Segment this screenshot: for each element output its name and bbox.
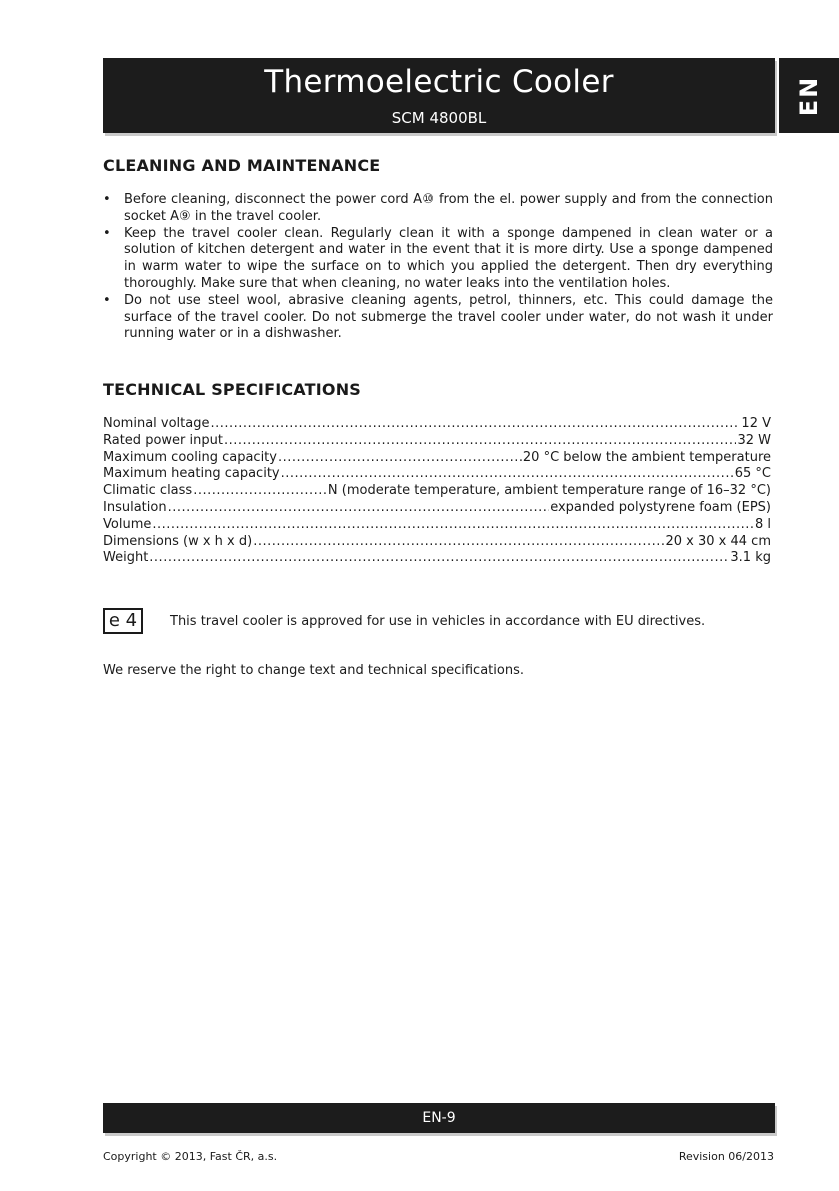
leader-dots: [152, 517, 754, 534]
spec-label: Volume: [103, 516, 152, 532]
spec-row: [103, 450, 771, 467]
spec-label: Weight: [103, 550, 149, 566]
footer-page-bar: [103, 1103, 775, 1133]
spec-row: [103, 483, 771, 500]
spec-row: [103, 500, 771, 517]
spec-label: Dimensions (w x h x d): [103, 533, 253, 549]
spec-row: [103, 517, 771, 534]
spec-value: 8 l: [754, 516, 771, 532]
spec-label: Rated power input: [103, 432, 223, 448]
revision-text: Revision 06/2013: [678, 1150, 774, 1163]
leader-dots: [224, 433, 737, 450]
language-tab: [779, 58, 839, 133]
leader-dots: [210, 416, 740, 433]
reserve-note: We reserve the right to change text and technical specifications.: [103, 663, 524, 678]
cleaning-heading: CLEANING AND MAINTENANCE: [103, 156, 381, 175]
page-number: EN-9: [422, 1110, 456, 1126]
spec-label: Climatic class: [103, 483, 193, 499]
specs-heading: TECHNICAL SPECIFICATIONS: [103, 380, 362, 399]
language-label: EN: [794, 75, 823, 116]
leader-dots: [281, 466, 734, 483]
list-item: • Before cleaning, disconnect the power cord A⑩ from the el. power supply and from the connection socket A⑨ in the travel cooler.: [103, 192, 773, 226]
leader-dots: [168, 500, 550, 517]
leader-dots: [278, 450, 522, 467]
page-title: Thermoelectric Cooler: [264, 64, 614, 100]
spec-value: 32 W: [737, 432, 771, 448]
spec-label: Nominal voltage: [103, 416, 210, 431]
spec-value: 20 x 30 x 44 cm: [665, 533, 771, 549]
leader-dots: [253, 534, 664, 551]
spec-row: [103, 550, 771, 567]
specs-table: [103, 416, 771, 567]
spec-value: N (moderate temperature, ambient temperature range of 16–32 °C): [327, 483, 771, 499]
model-number: SCM 4800BL: [391, 109, 487, 127]
spec-label: Maximum cooling capacity: [103, 449, 277, 465]
cleaning-list: [103, 192, 773, 343]
approval-note: [103, 606, 775, 636]
list-item: • Keep the travel cooler clean. Regularly clean it with a sponge dampened in clean water or a solution of kitchen detergent and water in the event that it is more dirty. Use a sponge dampened in warm water to wipe the surface on to which you applied the detergent. Then dry everything thoroughly. Make sure that when cleaning, no water leaks into the ventilation holes.: [103, 226, 773, 293]
leader-dots: [149, 550, 729, 567]
list-item: • Do not use steel wool, abrasive cleaning agents, petrol, thinners, etc. This could damage the surface of the travel cooler. Do not submerge the travel cooler under water, do not wash it under running water or in a dishwasher.: [103, 293, 773, 343]
leader-dots: [193, 483, 327, 500]
spec-row: [103, 466, 771, 483]
spec-value: 12 V: [741, 416, 771, 431]
spec-value: 3.1 kg: [730, 550, 771, 566]
copyright-text: Copyright © 2013, Fast ČR, a.s.: [103, 1150, 278, 1163]
spec-label: Insulation: [103, 499, 167, 515]
spec-value: 65 °C: [734, 466, 771, 482]
e4-approval-mark: e 4: [103, 608, 143, 634]
spec-value: 20 °C below the ambient temperature: [522, 449, 771, 465]
header-bar: [103, 58, 775, 133]
spec-row: [103, 416, 771, 433]
spec-value: expanded polystyrene foam (EPS): [550, 499, 771, 515]
spec-row: [103, 534, 771, 551]
spec-row: [103, 433, 771, 450]
approval-text: This travel cooler is approved for use in vehicles in accordance with EU directives.: [170, 613, 706, 629]
spec-label: Maximum heating capacity: [103, 466, 280, 482]
